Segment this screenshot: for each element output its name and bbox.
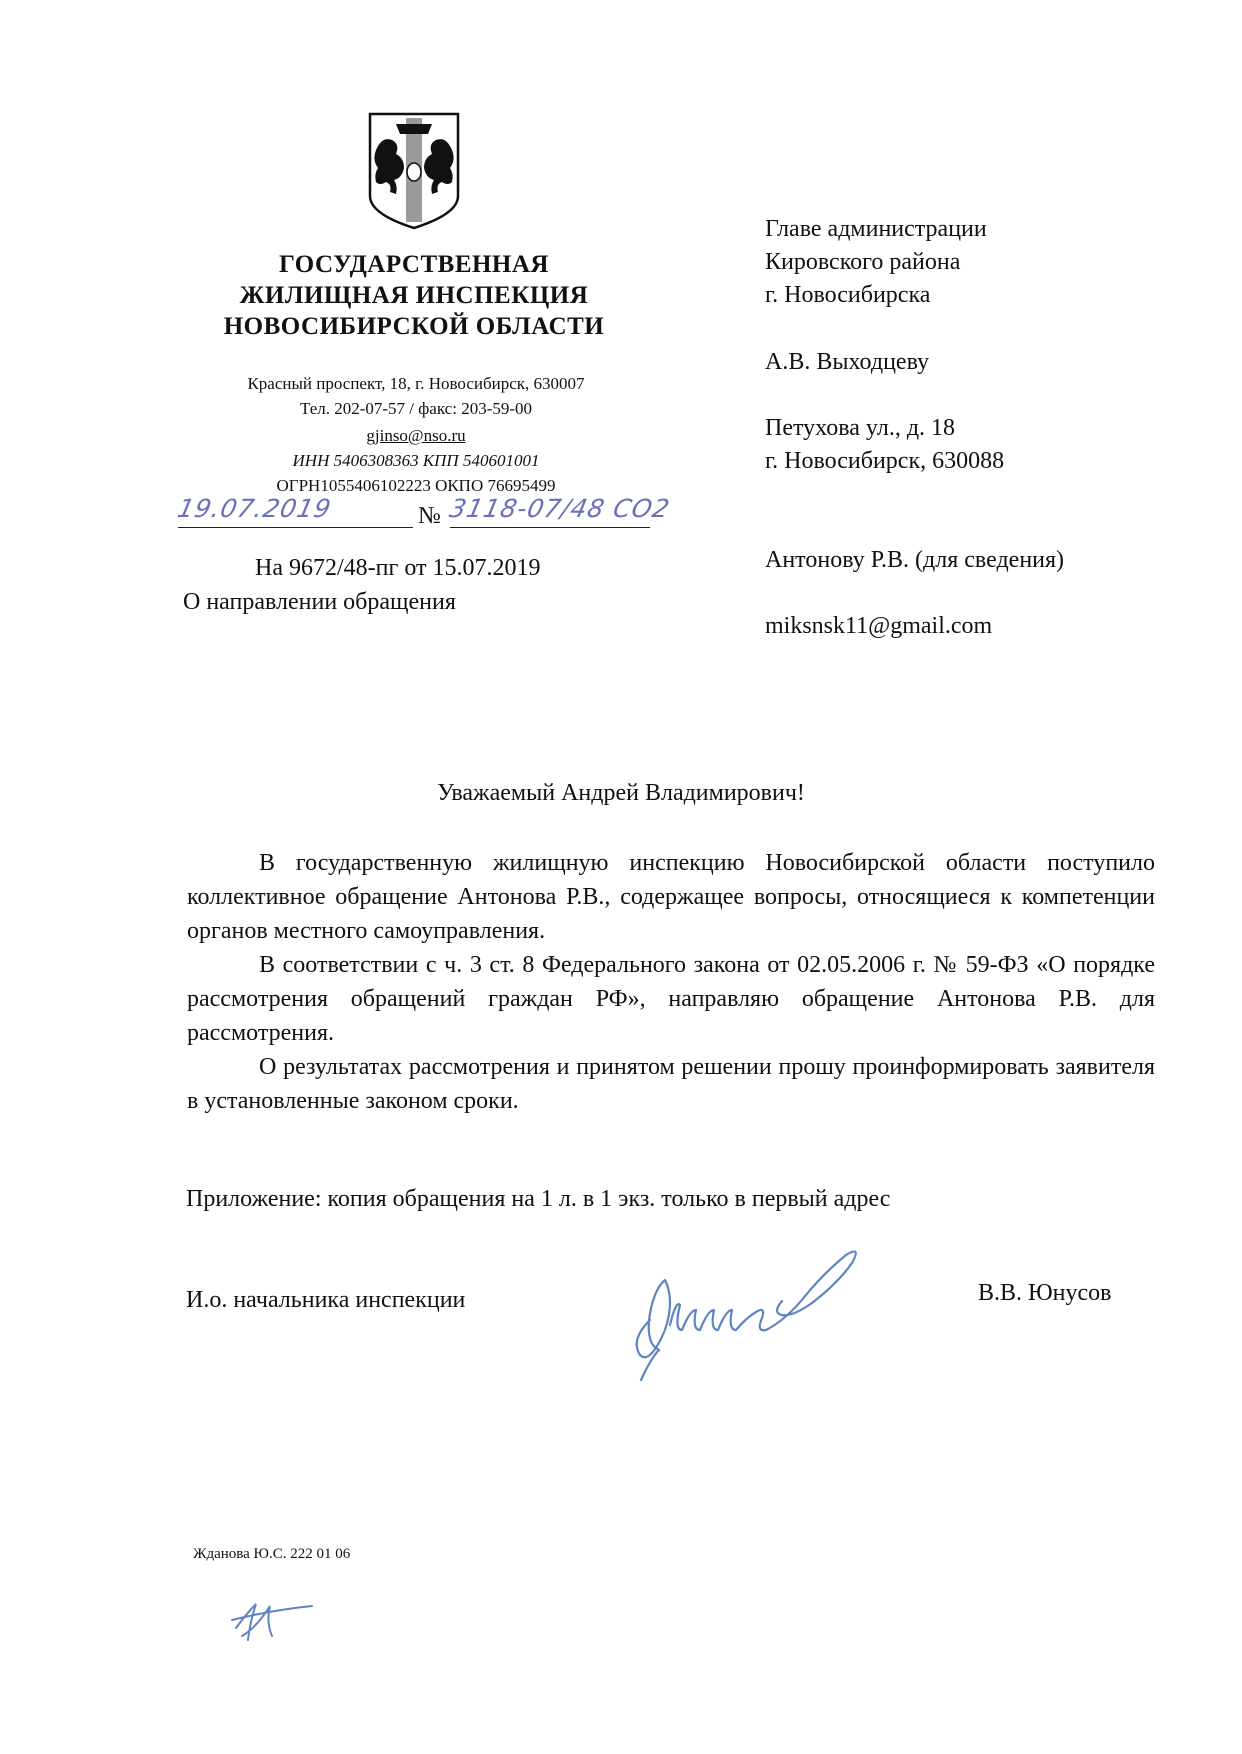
reply-reference: На 9672/48-пг от 15.07.2019 <box>255 555 541 581</box>
initials-mark <box>228 1590 318 1650</box>
registration-date-underline <box>178 527 413 528</box>
handwritten-signature <box>600 1250 960 1390</box>
org-phone: Тел. 202-07-57 / факс: 203-59-00 <box>299 399 533 418</box>
salutation: Уважаемый Андрей Владимирович! <box>437 780 805 806</box>
addressee-email: miksnsk11@gmail.com <box>765 613 993 639</box>
executor-info: Жданова Ю.С. 222 01 06 <box>193 1546 351 1562</box>
registration-number-sign: № <box>418 503 441 529</box>
org-ogrn-okpo: ОГРН1055406102223 ОКПО 76695499 <box>276 476 556 495</box>
addressee-line: Кировского района <box>765 249 961 275</box>
registration-number: 3118-07/48 СО2 <box>446 494 673 523</box>
addressee-line: г. Новосибирска <box>765 282 931 308</box>
addressee-address <box>765 412 1004 478</box>
attachment-note: Приложение: копия обращения на 1 л. в 1 экз. только в первый адрес <box>186 1186 891 1212</box>
addressee-line: Главе администрации <box>765 216 987 242</box>
org-email-link[interactable]: gjinso@nso.ru <box>366 426 466 445</box>
org-address: Красный проспект, 18, г. Новосибирск, 630007 <box>247 374 585 393</box>
signatory-position: И.о. начальника инспекции <box>186 1287 466 1313</box>
org-name <box>184 249 644 342</box>
org-name-line: НОВОСИБИРСКОЙ ОБЛАСТИ <box>223 313 605 340</box>
addressee-name: А.В. Выходцеву <box>765 349 930 375</box>
registration-date: 19.07.2019 <box>174 494 335 523</box>
addressee-cc: Антонову Р.В. (для сведения) <box>765 547 1065 573</box>
letter-paragraph: О результатах рассмотрения и принятом решении прошу проинформировать заявителя в установленные законом сроки. <box>187 1054 1155 1114</box>
registration-number-underline <box>450 527 650 528</box>
addressee-address-line: Петухова ул., д. 18 <box>765 415 956 441</box>
org-name-line: ЖИЛИЩНАЯ ИНСПЕКЦИЯ <box>239 282 589 309</box>
letter-paragraph: В государственную жилищную инспекцию Новосибирской области поступило коллективное обращение Антонова Р.В., содержащее вопросы, относящиеся к компетенции органов местного самоуправления. <box>187 850 1155 944</box>
coat-of-arms-icon <box>366 112 462 230</box>
org-inn-kpp: ИНН 5406308363 КПП 540601001 <box>292 451 540 470</box>
addressee-address-line: г. Новосибирск, 630088 <box>765 448 1005 474</box>
signatory-name: В.В. Юнусов <box>978 1280 1112 1306</box>
addressee-title <box>765 213 987 312</box>
letter-subject: О направлении обращения <box>183 589 456 615</box>
org-name-line: ГОСУДАРСТВЕННАЯ <box>279 251 549 278</box>
letter-paragraph: В соответствии с ч. 3 ст. 8 Федерального закона от 02.05.2006 г. № 59-ФЗ «О порядке рассмотрения обращений граждан РФ», направляю обращение Антонова Р.В. для рассмотрения. <box>187 952 1155 1046</box>
